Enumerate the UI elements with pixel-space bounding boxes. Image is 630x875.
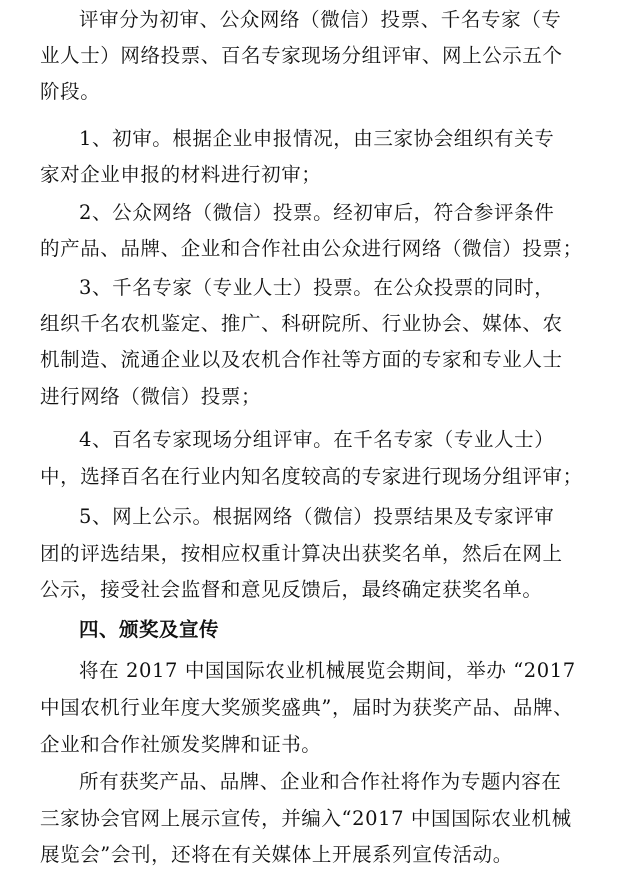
paragraph-line: 2、公众网络（微信）投票。经初审后，符合参评条件: [79, 201, 555, 224]
paragraph-line: 展览会”会刊，还将在有关媒体上开展系列宣传活动。: [40, 843, 513, 866]
paragraph-line: 4、百名专家现场分组评审。在千名专家（专业人士）: [79, 428, 555, 451]
paragraph-line: 中，选择百名在行业内知名度较高的专家进行现场分组评审；: [40, 465, 583, 488]
paragraph-line: 所有获奖产品、品牌、企业和合作社将作为专题内容在: [79, 770, 562, 793]
paragraph-line: 3、千名专家（专业人士）投票。在公众投票的同时，: [79, 276, 555, 299]
paragraph-line: 将在 2017 中国国际农业机械展览会期间，举办 “2017: [79, 659, 576, 682]
paragraph-line: 企业和合作社颁发奖牌和证书。: [40, 733, 322, 756]
paragraph-line: 公示，接受社会监督和意见反馈后，最终确定获奖名单。: [40, 578, 543, 601]
paragraph-line: 的产品、品牌、企业和合作社由公众进行网络（微信）投票；: [40, 237, 583, 260]
paragraph-line: 5、网上公示。根据网络（微信）投票结果及专家评审: [79, 505, 555, 528]
paragraph-line: 阶段。: [40, 80, 101, 103]
paragraph-line: 评审分为初审、公众网络（微信）投票、千名专家（专: [79, 8, 562, 31]
paragraph-line: 三家协会官网上展示宣传，并编入“2017 中国国际农业机械: [40, 807, 572, 830]
paragraph-line: 业人士）网络投票、百名专家现场分组评审、网上公示五个: [40, 44, 563, 67]
paragraph-line: 中国农机行业年度大奖颁奖盛典”，届时为获奖产品、品牌、: [40, 696, 574, 719]
paragraph-line: 1、初审。根据企业申报情况，由三家协会组织有关专: [79, 127, 555, 150]
paragraph-line: 家对企业申报的材料进行初审；: [40, 163, 322, 186]
paragraph-line: 团的评选结果，按相应权重计算决出获奖名单，然后在网上: [40, 542, 563, 565]
paragraph-line: 组织千名农机鉴定、推广、科研院所、行业协会、媒体、农: [40, 312, 563, 335]
section-heading: 四、颁奖及宣传: [79, 618, 220, 641]
paragraph-line: 机制造、流通企业以及农机合作社等方面的专家和专业人士: [40, 348, 563, 371]
paragraph-line: 进行网络（微信）投票；: [40, 385, 262, 408]
